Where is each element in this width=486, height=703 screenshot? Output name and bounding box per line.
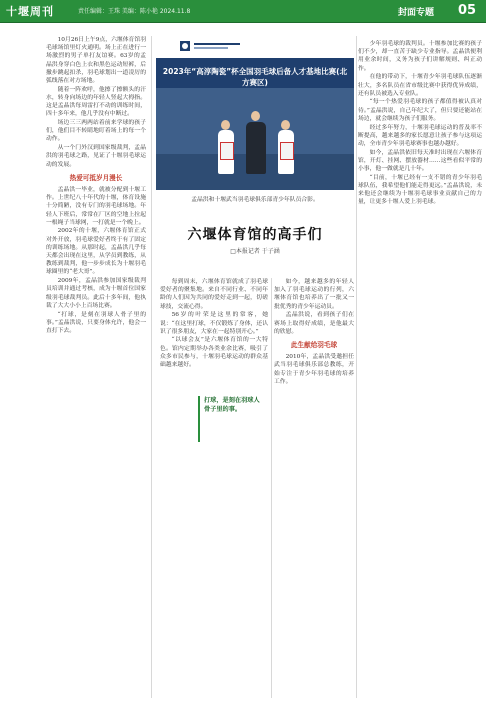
photo-head-center	[251, 111, 260, 121]
paragraph: 56岁的叶荣是这里的常客，她说：“在这里打球，不仅锻炼了身体，还认识了很多朋友，大家在一起特别开心。”	[160, 312, 268, 335]
certificate-right	[280, 142, 294, 160]
paragraph: “打球，是刻在羽球人骨子里的事。”孟晶洪说，只要身体允许，他会一直打下去。	[46, 311, 146, 334]
paragraph: 场边三三两两站着前来学球的孩子们，他们目不转睛地盯着场上的每一个动作。	[46, 120, 146, 143]
page-number: 05	[457, 3, 477, 18]
paragraph: 少年羽毛球的裁判员。十堰参加比赛的孩子们不少，却一直苦于缺少专业指导。孟晶洪便利用业余时间，义务为孩子们讲解规则、纠正动作。	[358, 41, 482, 72]
column-c	[274, 278, 354, 698]
article-byline: □本报记者 于子涵	[230, 248, 280, 255]
paragraph: 从一个门外汉到国家级裁判，孟晶洪的羽毛球之路，见证了十堰羽毛球运动的发展。	[46, 145, 146, 168]
masthead: 十堰周刊	[6, 5, 54, 18]
column-a	[46, 36, 146, 698]
subheading-2: 此生献给羽毛球	[290, 340, 338, 349]
paragraph: 2010年，孟晶洪受邀担任武当羽毛球俱乐部总教练，开始专注于青少年羽毛球的培养工作。	[274, 354, 354, 385]
event-logo-strip	[180, 40, 276, 52]
column-divider	[151, 36, 152, 698]
paragraph: “每一个热爱羽毛球的孩子都值得被认真对待。”孟晶洪说，自己年纪大了，但只要还能站在场边，就会继续为孩子们服务。	[358, 99, 482, 122]
paragraph: 2002年的十堰，六堰体育馆正式对外开放，羽毛球爱好者终于有了固定的训练场地。从那时起，孟晶洪几乎每天都会出现在这里，从学员到教练，从教练到裁判，他一步步成长为十堰羽毛球圈里的“老大哥”。	[46, 228, 146, 276]
paragraph: 孟晶洪说，看到孩子们在赛场上取得好成绩，是他最大的欣慰。	[274, 312, 354, 335]
photo-head-left	[221, 120, 230, 130]
column-divider	[271, 278, 272, 698]
paragraph: 如今，越来越多的年轻人加入了羽毛球运动的行列，六堰体育馆也培养出了一批又一批优秀的青少年运动员。	[274, 279, 354, 310]
editor-line: 责任编辑：王珠 美编：陈小艳 2024.11.8	[78, 8, 191, 15]
paragraph: 随着一阵欢呼，他擦了擦额头的汗水，转身向场边的年轻人竖起大拇指。这是孟晶洪每周雷打不动的训练时间，四十多年来，他几乎没有中断过。	[46, 86, 146, 118]
photo-banner-title: 2023年“高淳陶瓷”杯全国羽毛球后备人才基地比赛(北方赛区)	[162, 67, 348, 87]
paragraph: 10月26日上午9点，六堰体育馆羽毛球场馆里灯火通明。场上正在进行一场激烈的男子单打友谊赛。63岁的孟晶洪身穿白色上衣和黑色运动短裤，后撤步跳起扣杀，羽毛球划出一道凌厉的弧线落在对方场地。	[46, 37, 146, 85]
article-title: 六堰体育馆的高手们	[187, 227, 323, 243]
column-b	[160, 278, 268, 698]
photo-person-center	[246, 122, 266, 174]
group-photo	[156, 58, 354, 190]
page-header	[0, 0, 486, 22]
subheading-1: 热爱可抵岁月漫长	[69, 173, 123, 182]
paragraph: 如今，孟晶洪依旧每天准时出现在六堰体育馆，开灯、挂网、摆放器材……这些看似平常的小事，他一做就是几十年。	[358, 149, 482, 173]
column-divider	[356, 36, 357, 698]
pull-quote: 打球，是刻在羽球人骨子里的事。	[198, 396, 260, 442]
paragraph: 每到周末，六堰体育馆就成了羽毛球爱好者的聚集地。来自不同行业、不同年龄的人们因为共同的爱好走到一起，切磋球技，交流心得。	[160, 279, 268, 310]
paragraph: 在他的带动下，十堰青少年羽毛球队伍逐渐壮大，多名队员在省市级比赛中获得优异成绩，还有队员被选入专业队。	[358, 74, 482, 97]
paragraph: 2009年，孟晶洪参加国家级裁判员培训并通过考核，成为十堰首位国家级羽毛球裁判员。此后十多年间，他执裁了大大小小上百场比赛。	[46, 278, 146, 309]
photo-banner	[156, 58, 354, 88]
paragraph: 孟晶洪一毕业，就被分配到十堰工作。上世纪八十年代的十堰，体育设施十分简陋，没有专门的羽毛球场地。年轻人下班后，常常在厂区的空地上拉起一根绳子当球网，一打就是一个晚上。	[46, 186, 146, 226]
event-logo-icon	[180, 40, 276, 52]
paragraph: “以球会友”是六堰体育馆的一大特色。馆内定期举办各类业余比赛，吸引了众多市民参与，十堰羽毛球运动的群众基础越来越好。	[160, 337, 268, 369]
paragraph: “目前，十堰已经有一支不错的青少年羽毛球队伍，我希望他们能走得更远。”孟晶洪说，未来他还会继续为十堰羽毛球事业贡献自己的力量，让更多十堰人爱上羽毛球。	[358, 174, 482, 206]
column-d	[358, 40, 482, 698]
paragraph: 经过多年努力，十堰羽毛球运动的普及率不断提高，越来越多的家长愿意让孩子参与这项运动，全市青少年羽毛球赛事也越办越好。	[358, 124, 482, 147]
photo-caption: 孟晶洪和十堰武当羽毛球俱乐部青少年队员合影。	[191, 197, 319, 203]
section-title: 封面专题	[398, 8, 435, 18]
header-rule	[0, 22, 486, 23]
photo-head-right	[281, 120, 290, 130]
certificate-left	[220, 142, 234, 160]
